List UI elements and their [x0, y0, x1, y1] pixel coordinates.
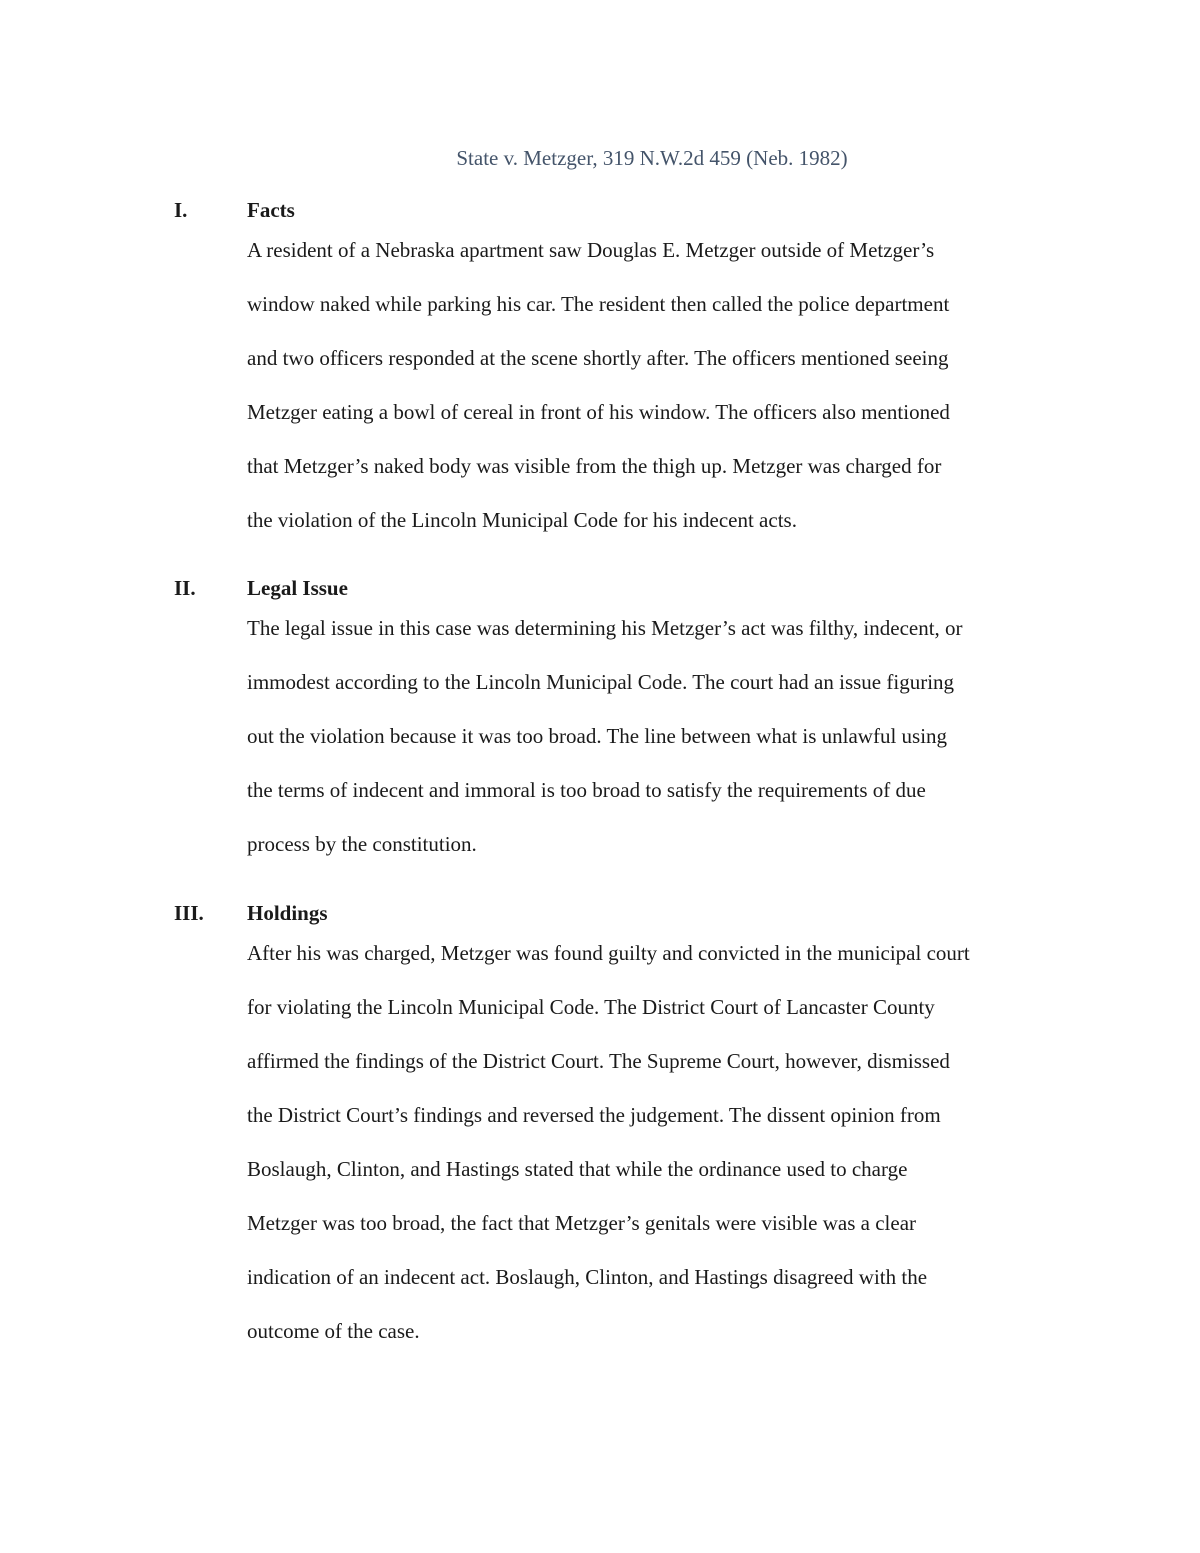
- body-line: the District Court’s findings and reversed the judgement. The dissent opinion from: [247, 1103, 941, 1127]
- document-title: State v. Metzger, 319 N.W.2d 459 (Neb. 1982): [456, 146, 848, 170]
- body-line: out the violation because it was too broad. The line between what is unlawful using: [247, 724, 948, 748]
- body-line: that Metzger’s naked body was visible from the thigh up. Metzger was charged for: [247, 454, 942, 478]
- body-line: affirmed the findings of the District Court. The Supreme Court, however, dismissed: [247, 1049, 950, 1073]
- body-line: After his was charged, Metzger was found guilty and convicted in the municipal court: [247, 941, 970, 965]
- body-line: Metzger was too broad, the fact that Metzger’s genitals were visible was a clear: [247, 1211, 917, 1235]
- body-line: The legal issue in this case was determining his Metzger’s act was filthy, indecent, or: [247, 616, 963, 640]
- body-line: the terms of indecent and immoral is too broad to satisfy the requirements of due: [247, 778, 926, 802]
- body-line: process by the constitution.: [247, 832, 477, 856]
- section-number: II.: [174, 576, 196, 600]
- body-line: A resident of a Nebraska apartment saw Douglas E. Metzger outside of Metzger’s: [247, 238, 935, 262]
- section-number: III.: [174, 901, 204, 925]
- body-line: outcome of the case.: [247, 1319, 420, 1343]
- body-line: window naked while parking his car. The resident then called the police department: [247, 292, 950, 316]
- section-heading: Holdings: [247, 901, 328, 925]
- section-heading: Facts: [247, 198, 295, 222]
- body-line: indication of an indecent act. Boslaugh, Clinton, and Hastings disagreed with the: [247, 1265, 928, 1289]
- section-body: [247, 938, 1062, 1370]
- body-line: and two officers responded at the scene shortly after. The officers mentioned seeing: [247, 346, 949, 370]
- section-body: [247, 235, 1062, 559]
- body-line: for violating the Lincoln Municipal Code. The District Court of Lancaster County: [247, 995, 935, 1019]
- body-line: immodest according to the Lincoln Municipal Code. The court had an issue figuring: [247, 670, 955, 694]
- section-number: I.: [174, 198, 188, 222]
- section-body: [247, 613, 1062, 883]
- body-line: the violation of the Lincoln Municipal Code for his indecent acts.: [247, 508, 797, 532]
- section-heading: Legal Issue: [247, 576, 348, 600]
- body-line: Boslaugh, Clinton, and Hastings stated that while the ordinance used to charge: [247, 1157, 908, 1181]
- body-line: Metzger eating a bowl of cereal in front of his window. The officers also mentioned: [247, 400, 950, 424]
